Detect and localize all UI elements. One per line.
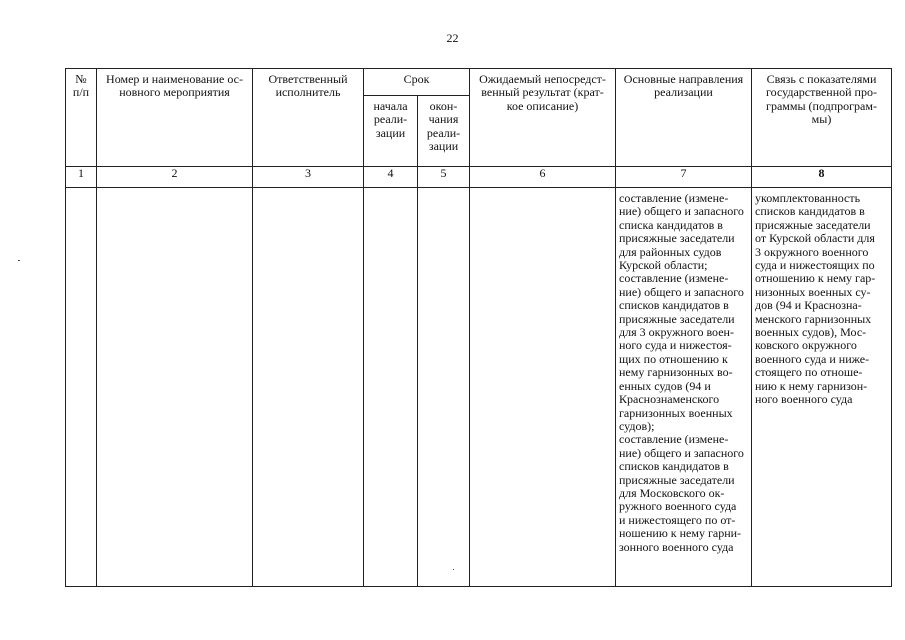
cell-measure-name bbox=[97, 188, 253, 587]
table-row bbox=[66, 188, 892, 587]
cell-expected-result bbox=[470, 188, 616, 587]
column-number: 6 bbox=[470, 167, 616, 188]
header-row bbox=[66, 69, 892, 96]
cell-main-directions bbox=[616, 188, 752, 587]
header-measure-name: Номер и наименование ос- новного мероприятия bbox=[97, 69, 253, 167]
column-number: 8 bbox=[752, 167, 892, 188]
column-number: 3 bbox=[253, 167, 364, 188]
header-term: Срок bbox=[364, 69, 470, 96]
header-expected-result: Ожидаемый непосредст- венный результат (крат- кое описание) bbox=[470, 69, 616, 167]
page-number: 22 bbox=[446, 31, 459, 45]
main-directions-text: составление (измене- ние) общего и запасного списка кандидатов в присяжные заседатели для районных судов Курской области; составление (измене- ние) общего и запасного списков кандидатов в присяжные заседатели для 3 окружного воен- ного суда и нижестоя- щих по отношению к нему гарнизонных во- енных судов (94 и Краснознаменского гарнизонных военных судов); составление (измене- ние) общего и запасного списков кандидатов в присяжные заседатели для Московского ок- ружного военного суда и нижестоящего по от- ношению к нему гарни- зонного военного суда bbox=[619, 191, 744, 554]
indicators-link-text: укомплектованность списков кандидатов в присяжные заседатели от Курской области для 3 окружного военного суда и нижестоящих по отношению к нему гар- низонных военных су- дов (94 и Краснозна- менского гарнизонных военных судов), Мос- ковского окружного военного суда и ниже- стоящего по отноше- нию к нему гарнизон- ного военного суда bbox=[755, 191, 876, 407]
header-indicators-link: Связь с показателями государственной про- граммы (подпрограм- мы) bbox=[752, 69, 892, 167]
measures-table bbox=[65, 68, 892, 587]
cell-indicators-link bbox=[752, 188, 892, 587]
column-number: 5 bbox=[418, 167, 470, 188]
header-term-start: начала реали- зации bbox=[364, 96, 418, 167]
header-term-end: окон- чания реали- зации bbox=[418, 96, 470, 167]
column-numbers-row bbox=[66, 167, 892, 188]
scan-speck bbox=[18, 260, 20, 261]
column-number: 7 bbox=[616, 167, 752, 188]
cell-term-end bbox=[418, 188, 470, 587]
header-number: № п/п bbox=[66, 69, 97, 167]
column-number: 4 bbox=[364, 167, 418, 188]
column-number: 2 bbox=[97, 167, 253, 188]
cell-term-start bbox=[364, 188, 418, 587]
header-responsible: Ответственный исполнитель bbox=[253, 69, 364, 167]
header-main-directions: Основные направления реализации bbox=[616, 69, 752, 167]
cell-responsible bbox=[253, 188, 364, 587]
cell-number bbox=[66, 188, 97, 587]
column-number: 1 bbox=[66, 167, 97, 188]
